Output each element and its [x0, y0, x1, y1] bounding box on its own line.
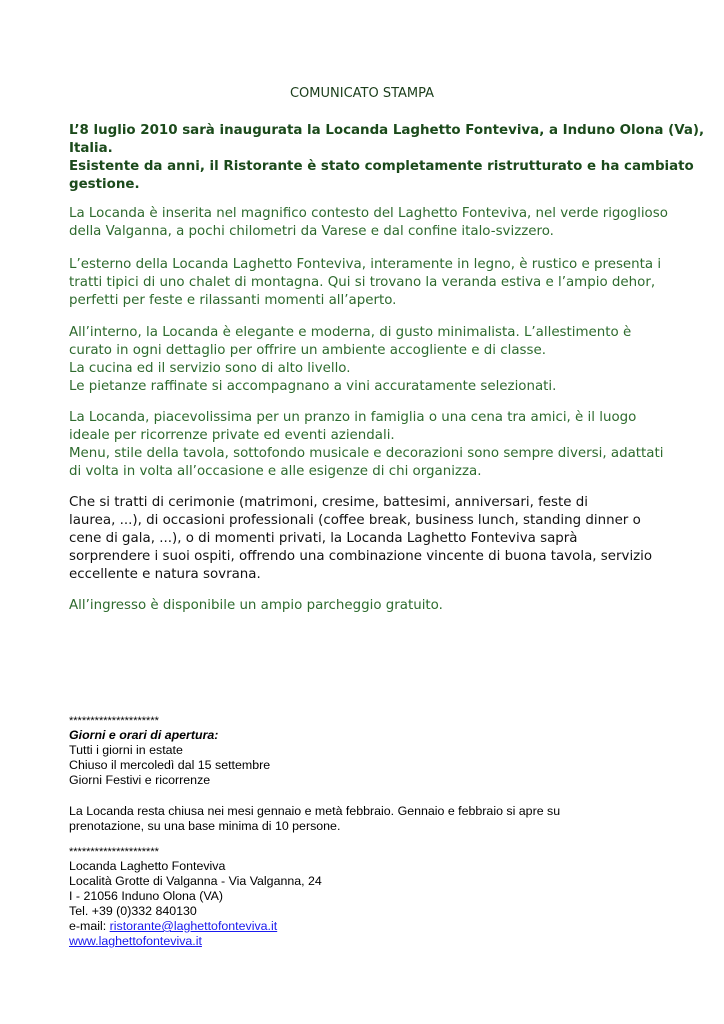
paragraph-line: di volta in volta all’occasione e alle esigenze di chi organizza.	[69, 464, 482, 479]
paragraph-line: Che si tratti di cerimonie (matrimoni, cresime, battesimi, anniversari, feste di	[69, 495, 588, 510]
paragraph-line: L’esterno della Locanda Laghetto Fonteviva, interamente in legno, è rustico e presenta i	[69, 257, 662, 272]
closure-line: prenotazione, su una base minima di 10 persone.	[69, 819, 341, 833]
website-link[interactable]: www.laghettofonteviva.it	[69, 934, 202, 948]
paragraph-line: La Locanda, piacevolissima per un pranzo in famiglia o una cena tra amici, è il luogo	[69, 410, 637, 425]
headline	[69, 122, 705, 194]
paragraph-line: La cucina ed il servizio sono di alto livello.	[69, 361, 351, 376]
paragraph-events	[69, 409, 679, 481]
paragraph-line: eccellente e natura sovrana.	[69, 567, 261, 582]
contact-address: I - 21056 Induno Olona (VA)	[69, 889, 224, 903]
closure-note	[69, 804, 689, 834]
paragraph-setting	[69, 205, 679, 241]
footer-contact	[69, 846, 689, 949]
paragraph-line: La Locanda è inserita nel magnifico contesto del Laghetto Fonteviva, nel verde rigoglioso	[69, 206, 668, 221]
paragraph-line: sorprendere i suoi ospiti, offrendo una combinazione vincente di buona tavola, servizio	[69, 549, 653, 564]
contact-email-row	[69, 919, 689, 934]
contact-name: Locanda Laghetto Fonteviva	[69, 859, 226, 873]
paragraph-interior	[69, 324, 679, 396]
contact-address: Località Grotte di Valganna - Via Valganna, 24	[69, 874, 322, 888]
hours-line: Giorni Festivi e ricorrenze	[69, 773, 211, 787]
page-title: COMUNICATO STAMPA	[289, 86, 435, 101]
headline-line: Esistente da anni, il Ristorante è stato completamente ristrutturato e ha cambiato	[69, 159, 694, 174]
closure-line: La Locanda resta chiusa nei mesi gennaio e metà febbraio. Gennaio e febbraio si apre su	[69, 804, 561, 818]
separator: *********************	[69, 715, 159, 727]
paragraph-ceremonies	[69, 494, 679, 584]
headline-line: gestione.	[69, 177, 140, 192]
paragraph-line: tratti tipici di uno chalet di montagna. Qui si trovano la veranda estiva e l’ampio dehor,	[69, 275, 656, 290]
paragraph-line: laurea, ...), di occasioni professionali (coffee break, business lunch, standing dinner o	[69, 513, 641, 528]
email-label: e-mail:	[69, 919, 110, 933]
footer-hours	[69, 715, 689, 788]
paragraph-exterior	[69, 256, 679, 310]
hours-line: Tutti i giorni in estate	[69, 743, 183, 757]
headline-line: Italia.	[69, 141, 113, 156]
paragraph-line: curato in ogni dettaglio per offrire un ambiente accogliente e di classe.	[69, 343, 546, 358]
paragraph-line: cene di gala, ...), o di momenti privati, la Locanda Laghetto Fonteviva saprà	[69, 531, 578, 546]
contact-website-row	[69, 934, 689, 949]
paragraph-line: All’interno, la Locanda è elegante e moderna, di gusto minimalista. L’allestimento è	[69, 325, 632, 340]
paragraph-line: ideale per ricorrenze private ed eventi aziendali.	[69, 428, 395, 443]
hours-heading: Giorni e orari di apertura:	[69, 728, 219, 742]
paragraph-line: della Valganna, a pochi chilometri da Varese e dal confine italo-svizzero.	[69, 224, 554, 239]
paragraph-line: Menu, stile della tavola, sottofondo musicale e decorazioni sono sempre diversi, adattati	[69, 446, 664, 461]
hours-line: Chiuso il mercoledì dal 15 settembre	[69, 758, 271, 772]
paragraph-parking	[69, 597, 679, 615]
paragraph-line: perfetti per feste e rilassanti momenti all’aperto.	[69, 293, 397, 308]
paragraph-line: Le pietanze raffinate si accompagnano a vini accuratamente selezionati.	[69, 379, 557, 394]
separator: *********************	[69, 846, 159, 858]
headline-line: L’8 luglio 2010 sarà inaugurata la Locanda Laghetto Fonteviva, a Induno Olona (Va),	[69, 123, 705, 138]
email-link[interactable]: ristorante@laghettofonteviva.it	[109, 919, 278, 933]
contact-phone: Tel. +39 (0)332 840130	[69, 904, 197, 918]
paragraph-line: All’ingresso è disponibile un ampio parcheggio gratuito.	[69, 598, 443, 613]
